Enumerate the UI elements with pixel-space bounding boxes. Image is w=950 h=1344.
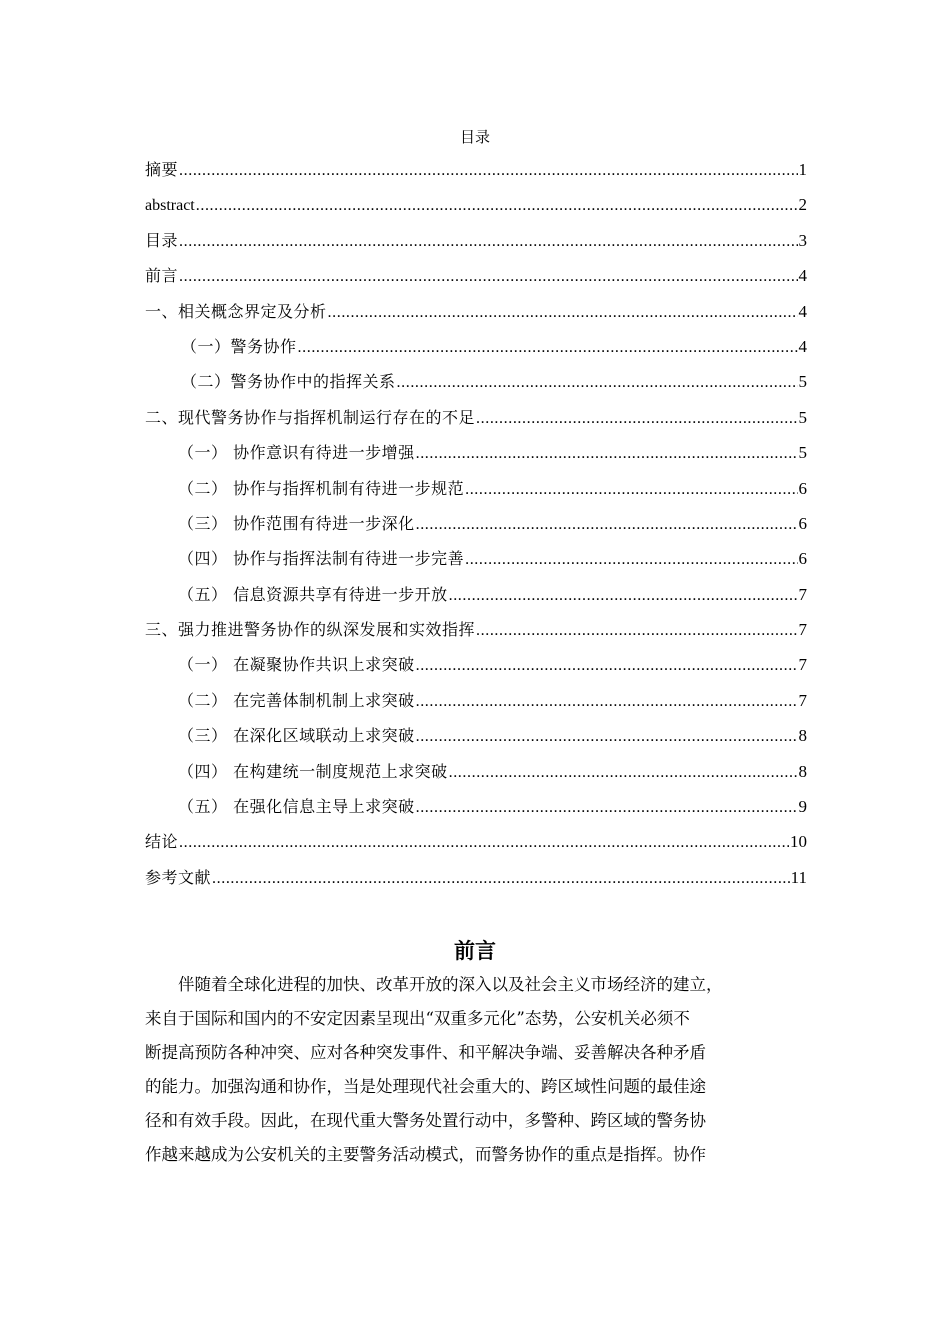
toc-leader-dots <box>465 480 797 500</box>
toc-entry-page: 11 <box>790 867 807 887</box>
toc-subentry[interactable] <box>145 585 807 620</box>
toc-entry-page: 8 <box>798 761 807 781</box>
toc-entry[interactable] <box>145 302 807 337</box>
toc-entry-label: （一） 在凝聚协作共识上求突破 <box>178 655 415 675</box>
toc-entry[interactable] <box>145 620 807 655</box>
toc-entry-page: 5 <box>798 372 807 392</box>
toc-leader-dots <box>416 798 798 818</box>
toc-leader-dots <box>465 550 797 570</box>
toc-entry-page: 5 <box>798 443 807 463</box>
body-line: 断提高预防各种冲突、应对各种突发事件、和平解决争端、妥善解决各种矛盾 <box>145 1043 706 1062</box>
toc-leader-dots <box>179 232 797 252</box>
toc-entry-label: 摘要 <box>145 160 179 179</box>
toc-entry-page: 7 <box>798 620 807 640</box>
toc-leader-dots <box>476 621 797 641</box>
toc-entry-page: 6 <box>798 513 807 533</box>
toc-leader-dots <box>179 267 797 287</box>
body-line: 来自于国际和国内的不安定因素呈现出“双重多元化”态势，公安机关必须不 <box>145 1009 690 1028</box>
toc-entry-label: 结论 <box>145 832 179 852</box>
toc-entry-page: 2 <box>798 195 807 215</box>
toc-leader-dots <box>476 409 797 429</box>
toc-entry-label: abstract <box>145 197 195 215</box>
toc-subentry[interactable] <box>145 549 807 584</box>
toc-leader-dots <box>449 763 798 783</box>
toc-entry-page: 6 <box>798 549 807 569</box>
toc-entry[interactable] <box>145 266 807 301</box>
toc-entry-label: 参考文献 <box>145 867 212 887</box>
toc-leader-dots <box>416 727 798 747</box>
toc-entry-label: （一）警务协作 <box>181 336 297 356</box>
toc-subentry[interactable] <box>145 762 807 797</box>
toc-entry-page: 8 <box>798 726 807 746</box>
toc-entry-page: 5 <box>798 407 807 427</box>
toc-entry-page: 4 <box>798 301 807 321</box>
toc-entry-page: 7 <box>798 584 807 604</box>
toc-entry-label: （二） 协作与指挥机制有待进一步规范 <box>178 478 465 498</box>
toc-leader-dots <box>416 444 798 464</box>
preface-body <box>145 968 807 1172</box>
toc-entry-label: 前言 <box>145 266 179 286</box>
toc-entry[interactable] <box>145 832 807 867</box>
toc-subentry[interactable] <box>145 337 807 372</box>
toc-entry-label: 目录 <box>145 230 179 250</box>
toc-entry-page: 4 <box>798 266 807 286</box>
toc-leader-dots <box>449 586 798 606</box>
toc-entry-page: 9 <box>798 797 807 817</box>
toc-entry-page: 3 <box>798 230 807 250</box>
body-line: 作越来越成为公安机关的主要警务活动模式，而警务协作的重点是指挥。协作 <box>145 1145 706 1164</box>
toc-entry-label: （四） 在构建统一制度规范上求突破 <box>178 761 448 781</box>
table-of-contents <box>145 160 807 903</box>
toc-subentry[interactable] <box>145 797 807 832</box>
toc-leader-dots <box>416 692 798 712</box>
toc-entry-page: 7 <box>798 655 807 675</box>
toc-subentry[interactable] <box>145 655 807 690</box>
body-line: 径和有效手段。因此，在现代重大警务处置行动中，多警种、跨区域的警务协 <box>145 1111 706 1130</box>
toc-entry-label: 三、强力推进警务协作的纵深发展和实效指挥 <box>145 620 476 640</box>
toc-leader-dots <box>298 338 798 358</box>
toc-entry-label: （二）警务协作中的指挥关系 <box>181 372 396 392</box>
toc-entry-label: （三） 在深化区域联动上求突破 <box>178 726 415 746</box>
toc-entry-page: 4 <box>798 336 807 356</box>
preface-heading: 前言 <box>454 938 496 963</box>
toc-leader-dots <box>179 833 789 853</box>
toc-entry-label: （四） 协作与指挥法制有待进一步完善 <box>178 549 465 569</box>
toc-entry[interactable] <box>145 195 807 230</box>
toc-subentry[interactable] <box>145 479 807 514</box>
toc-leader-dots <box>397 373 798 393</box>
toc-subentry[interactable] <box>145 726 807 761</box>
toc-leader-dots <box>328 303 798 323</box>
toc-subentry[interactable] <box>145 443 807 478</box>
toc-entry-label: 二、现代警务协作与指挥机制运行存在的不足 <box>145 407 476 427</box>
toc-entry[interactable] <box>145 231 807 266</box>
toc-leader-dots <box>196 196 798 216</box>
toc-leader-dots <box>416 656 798 676</box>
toc-entry[interactable] <box>145 408 807 443</box>
toc-entry[interactable] <box>145 868 807 903</box>
toc-entry-label: （二） 在完善体制机制上求突破 <box>178 690 415 710</box>
toc-entry-label: （三） 协作范围有待进一步深化 <box>178 513 415 533</box>
toc-subentry[interactable] <box>145 691 807 726</box>
toc-entry-label: （五） 在强化信息主导上求突破 <box>178 797 415 817</box>
toc-title: 目录 <box>459 128 490 146</box>
toc-leader-dots <box>179 161 797 181</box>
toc-entry-page: 6 <box>798 478 807 498</box>
body-line: 的能力。加强沟通和协作，当是处理现代社会重大的、跨区域性问题的最佳途 <box>145 1077 706 1096</box>
toc-entry-page: 10 <box>790 832 807 852</box>
body-line: 伴随着全球化进程的加快、改革开放的深入以及社会主义市场经济的建立， <box>178 975 723 994</box>
toc-entry-page: 7 <box>798 690 807 710</box>
toc-leader-dots <box>416 515 798 535</box>
toc-subentry[interactable] <box>145 514 807 549</box>
toc-entry-page: 1 <box>798 160 807 179</box>
toc-entry-label: 一、相关概念界定及分析 <box>145 301 327 321</box>
toc-entry-label: （一） 协作意识有待进一步增强 <box>178 443 415 463</box>
toc-leader-dots <box>212 869 790 889</box>
toc-subentry[interactable] <box>145 372 807 407</box>
toc-entry[interactable] <box>145 160 807 195</box>
toc-entry-label: （五） 信息资源共享有待进一步开放 <box>178 584 448 604</box>
